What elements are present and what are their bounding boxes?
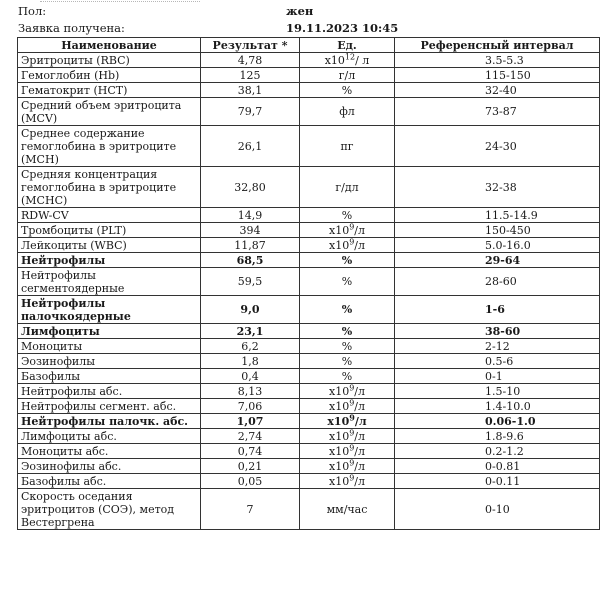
unit-exponent: 12 (344, 52, 356, 61)
column-header-result: Результат * (201, 38, 300, 53)
test-result: 1,07 (201, 414, 300, 429)
table-row (18, 223, 600, 238)
test-reference: 0-1 (395, 369, 600, 384)
test-unit (300, 167, 395, 208)
test-unit (300, 238, 395, 253)
table-row (18, 53, 600, 68)
test-name: Гематокрит (HCT) (18, 83, 201, 98)
table-row (18, 296, 600, 324)
test-result: 14,9 (201, 208, 300, 223)
test-unit (300, 208, 395, 223)
unit-exponent: 9 (349, 428, 355, 437)
test-unit (300, 459, 395, 474)
test-unit (300, 444, 395, 459)
table-row (18, 414, 600, 429)
table-row (18, 253, 600, 268)
unit-base: мм/час (326, 502, 368, 516)
table-row (18, 474, 600, 489)
test-reference: 38-60 (395, 324, 600, 339)
test-unit (300, 474, 395, 489)
test-name: Нейтрофилы сегмент. абс. (18, 399, 201, 414)
test-result: 0,4 (201, 369, 300, 384)
unit-base: x10 (329, 399, 350, 413)
test-unit (300, 339, 395, 354)
test-reference: 1.8-9.6 (395, 429, 600, 444)
column-header-name: Наименование (18, 38, 201, 53)
test-reference: 32-38 (395, 167, 600, 208)
test-reference: 0.2-1.2 (395, 444, 600, 459)
gender-label: Пол: (18, 4, 47, 18)
table-row (18, 384, 600, 399)
unit-tail: /л (354, 429, 365, 443)
unit-exponent: 9 (349, 473, 355, 482)
table-header-row (18, 38, 600, 53)
test-reference: 28-60 (395, 268, 600, 296)
test-unit (300, 253, 395, 268)
test-name: Моноциты (18, 339, 201, 354)
unit-tail: /л (354, 384, 365, 398)
test-name: Моноциты абс. (18, 444, 201, 459)
test-name: Нейтрофилы сегментоядерные (18, 268, 201, 296)
unit-base: x10 (324, 53, 345, 67)
test-reference: 0.06-1.0 (395, 414, 600, 429)
unit-exponent: 9 (349, 458, 355, 467)
unit-tail: /л (354, 223, 365, 237)
test-reference: 1-6 (395, 296, 600, 324)
unit-base: x10 (329, 459, 350, 473)
test-name: Эритроциты (RBC) (18, 53, 201, 68)
unit-base: % (341, 208, 353, 222)
test-name: Нейтрофилы абс. (18, 384, 201, 399)
test-result: 68,5 (201, 253, 300, 268)
table-row (18, 489, 600, 530)
test-name: Базофилы абс. (18, 474, 201, 489)
unit-base: x10 (329, 429, 350, 443)
test-result: 26,1 (201, 126, 300, 167)
test-reference: 0.5-6 (395, 354, 600, 369)
test-name: Базофилы (18, 369, 201, 384)
test-result: 125 (201, 68, 300, 83)
table-row (18, 339, 600, 354)
unit-base: x10 (329, 238, 350, 252)
unit-base: x10 (329, 474, 350, 488)
unit-exponent: 9 (349, 398, 355, 407)
test-unit (300, 98, 395, 126)
test-result: 7,06 (201, 399, 300, 414)
test-unit (300, 384, 395, 399)
unit-base: x10 (327, 414, 350, 428)
test-name: Тромбоциты (PLT) (18, 223, 201, 238)
gender-value: жен (286, 4, 314, 18)
test-reference: 0-10 (395, 489, 600, 530)
test-name: Средний объем эритроцита (MCV) (18, 98, 201, 126)
test-reference: 150-450 (395, 223, 600, 238)
test-unit (300, 223, 395, 238)
test-name: Скорость оседания эритроцитов (СОЭ), метод Вестергрена (18, 489, 201, 530)
table-row (18, 126, 600, 167)
unit-base: % (341, 275, 353, 288)
test-name: Среднее содержание гемоглобина в эритроците (MCH) (18, 126, 201, 167)
test-reference: 11.5-14.9 (395, 208, 600, 223)
unit-base: x10 (329, 384, 350, 398)
test-name: Средняя концентрация гемоглобина в эритроците (MCHC) (18, 167, 201, 208)
test-name: Лимфоциты абс. (18, 429, 201, 444)
test-result: 59,5 (201, 268, 300, 296)
unit-base: % (341, 354, 353, 368)
unit-tail: /л (354, 238, 365, 252)
test-unit (300, 354, 395, 369)
unit-base: % (341, 339, 353, 353)
test-name: Лейкоциты (WBC) (18, 238, 201, 253)
test-reference: 32-40 (395, 83, 600, 98)
table-row (18, 354, 600, 369)
unit-base: пг (340, 139, 354, 153)
column-header-unit: Ед. (300, 38, 395, 53)
test-result: 0,21 (201, 459, 300, 474)
test-reference: 0-0.11 (395, 474, 600, 489)
unit-base: фл (339, 105, 355, 118)
test-reference: 1.4-10.0 (395, 399, 600, 414)
test-reference: 5.0-16.0 (395, 238, 600, 253)
test-name: Гемоглобин (Hb) (18, 68, 201, 83)
test-result: 8,13 (201, 384, 300, 399)
unit-tail: /л (354, 414, 367, 428)
unit-tail: / л (355, 53, 370, 67)
cropped-top-text (40, 0, 200, 2)
test-result: 9,0 (201, 296, 300, 324)
table-row (18, 369, 600, 384)
table-row (18, 324, 600, 339)
test-unit (300, 324, 395, 339)
test-unit (300, 83, 395, 98)
test-result: 2,74 (201, 429, 300, 444)
test-unit (300, 53, 395, 68)
unit-tail: /л (354, 459, 365, 473)
table-row (18, 238, 600, 253)
table-row (18, 83, 600, 98)
test-result: 38,1 (201, 83, 300, 98)
test-unit (300, 489, 395, 530)
test-result: 0,05 (201, 474, 300, 489)
test-reference: 29-64 (395, 253, 600, 268)
column-header-reference: Референсный интервал (395, 38, 600, 53)
test-reference: 3.5-5.3 (395, 53, 600, 68)
table-row (18, 444, 600, 459)
test-name: Эозинофилы абс. (18, 459, 201, 474)
unit-base: г/л (338, 68, 356, 82)
unit-tail: /л (354, 474, 365, 488)
table-row (18, 68, 600, 83)
results-table (17, 37, 600, 530)
test-unit (300, 296, 395, 324)
test-unit (300, 126, 395, 167)
table-row (18, 459, 600, 474)
test-reference: 73-87 (395, 98, 600, 126)
unit-base: г/дл (335, 180, 359, 194)
table-body (18, 53, 600, 530)
test-result: 394 (201, 223, 300, 238)
unit-base: % (341, 83, 353, 97)
request-date-row (18, 21, 598, 37)
test-reference: 0-0.81 (395, 459, 600, 474)
table-row (18, 98, 600, 126)
test-unit (300, 369, 395, 384)
test-name: RDW-CV (18, 208, 201, 223)
table-row (18, 399, 600, 414)
test-result: 1,8 (201, 354, 300, 369)
test-name: Лимфоциты (18, 324, 201, 339)
table-row (18, 268, 600, 296)
table-row (18, 429, 600, 444)
table-row (18, 208, 600, 223)
request-date-value: 19.11.2023 10:45 (286, 21, 399, 35)
unit-tail: /л (354, 444, 365, 458)
test-unit (300, 268, 395, 296)
test-result: 4,78 (201, 53, 300, 68)
test-result: 32,80 (201, 167, 300, 208)
test-unit (300, 429, 395, 444)
test-unit (300, 414, 395, 429)
test-name: Нейтрофилы (18, 253, 201, 268)
test-result: 79,7 (201, 98, 300, 126)
request-date-label: Заявка получена: (18, 21, 125, 35)
unit-exponent: 9 (349, 443, 355, 452)
table-row (18, 167, 600, 208)
test-result: 23,1 (201, 324, 300, 339)
unit-tail: /л (354, 399, 365, 413)
test-reference: 1.5-10 (395, 384, 600, 399)
test-reference: 115-150 (395, 68, 600, 83)
test-result: 7 (201, 489, 300, 530)
unit-base: % (341, 324, 353, 338)
unit-base: x10 (329, 444, 350, 458)
test-unit (300, 68, 395, 83)
unit-base: % (341, 253, 353, 267)
test-result: 0,74 (201, 444, 300, 459)
unit-base: % (341, 369, 353, 383)
unit-exponent: 9 (349, 222, 355, 231)
test-unit (300, 399, 395, 414)
unit-base: x10 (329, 223, 350, 237)
gender-row (18, 4, 598, 20)
unit-exponent: 9 (349, 383, 355, 392)
test-reference: 24-30 (395, 126, 600, 167)
test-reference: 2-12 (395, 339, 600, 354)
unit-base: % (341, 303, 353, 316)
test-name: Нейтрофилы палочкоядерные (18, 296, 201, 324)
test-result: 11,87 (201, 238, 300, 253)
test-name: Эозинофилы (18, 354, 201, 369)
test-name: Нейтрофилы палочк. абс. (18, 414, 201, 429)
test-result: 6,2 (201, 339, 300, 354)
unit-exponent: 9 (349, 237, 355, 246)
unit-exponent: 9 (349, 413, 355, 422)
